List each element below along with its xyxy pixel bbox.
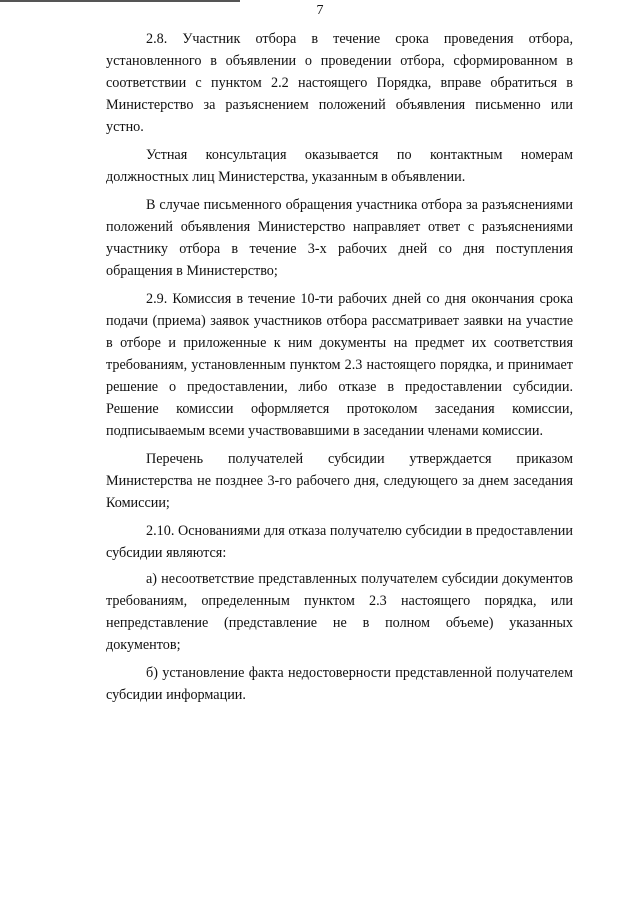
paragraph-recipient-list: Перечень получателей субсидии утверждается приказом Министерства не позднее 3-го рабочего дня, следующего за днем заседания Комиссии; — [106, 451, 573, 511]
paragraph-2-8: 2.8. Участник отбора в течение срока проведения отбора, установленного в объявлении о проведении отбора, сформированном в соответствии с пунктом 2.2 настоящего Порядка, вправе обратиться в Министерство за разъяснением положений объявления письменно или устно. — [106, 31, 573, 135]
page-number: 7 — [316, 3, 324, 18]
paragraph-ground-b: б) установление факта недостоверности представленной получателем субсидии информации. — [106, 665, 573, 703]
paragraph-2-9: 2.9. Комиссия в течение 10-ти рабочих дней со дня окончания срока подачи (приема) заявок участников отбора рассматривает заявки на участие в отборе и приложенные к ним документы на предмет их соответствия требованиям, установленным пунктом 2.3 настоящего порядка, и принимает решение о предоставлении, либо отказе в предоставлении субсидии. Решение комиссии оформляется протоколом заседания комиссии, подписываемым всеми участвовавшими в заседании членами комиссии. — [106, 291, 573, 439]
document-body — [106, 28, 573, 712]
paragraph-2-10: 2.10. Основаниями для отказа получателю субсидии в предоставлении субсидии являются: — [106, 523, 573, 561]
paragraph-oral-consultation: Устная консультация оказывается по контактным номерам должностных лиц Министерства, указанным в объявлении. — [106, 147, 573, 185]
paragraph-written-request: В случае письменного обращения участника отбора за разъяснениями положений объявления Министерство направляет ответ с разъяснениями участнику отбора в течение 3-х рабочих дней со дня поступления обращения в Министерство; — [106, 197, 573, 279]
paragraph-ground-a: а) несоответствие представленных получателем субсидии документов требованиям, определенным пунктом 2.3 настоящего порядка, или непредставление (представление не в полном объеме) указанных документов; — [106, 571, 573, 653]
